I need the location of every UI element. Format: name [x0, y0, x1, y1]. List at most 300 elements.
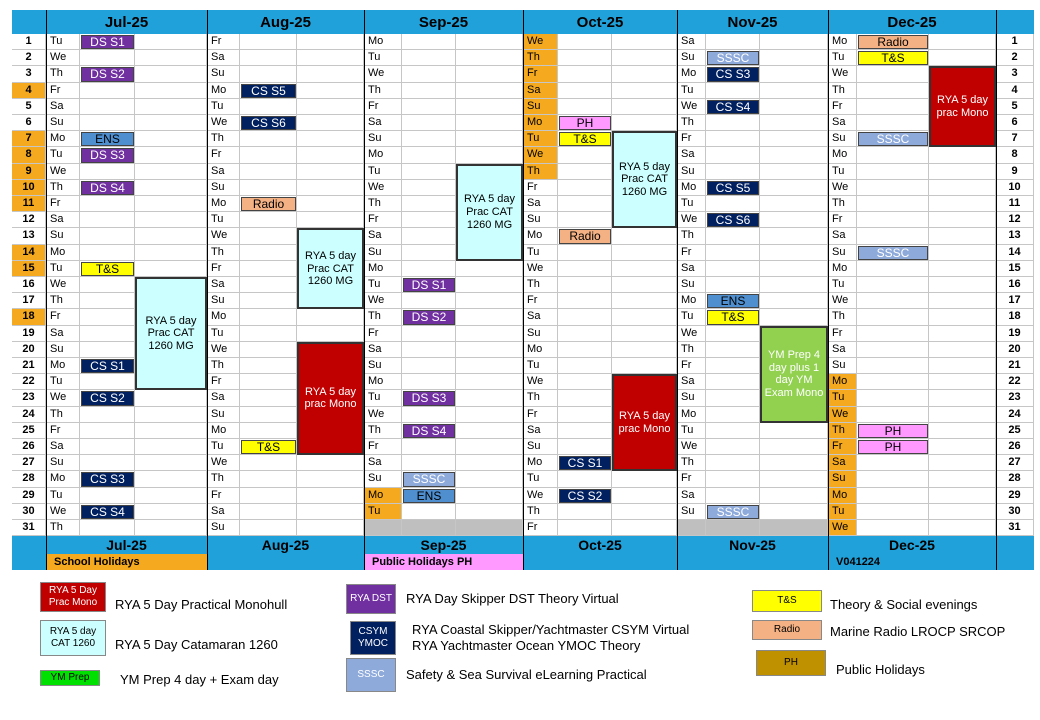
slot-cell[interactable]	[240, 277, 297, 293]
slot-cell[interactable]	[297, 180, 364, 196]
slot-cell[interactable]	[456, 439, 523, 455]
slot-cell[interactable]	[456, 261, 523, 277]
slot-cell[interactable]	[402, 196, 456, 212]
slot-cell[interactable]	[402, 293, 456, 309]
slot-cell[interactable]	[612, 488, 677, 504]
slot-cell[interactable]	[929, 50, 996, 66]
slot-cell[interactable]	[297, 309, 364, 325]
slot-cell[interactable]	[857, 115, 929, 131]
event-chip[interactable]: CS S5	[241, 84, 296, 98]
event-chip[interactable]: CS S5	[707, 181, 759, 195]
slot-cell[interactable]	[402, 326, 456, 342]
slot-cell[interactable]	[456, 277, 523, 293]
slot-cell[interactable]	[402, 455, 456, 471]
slot-cell[interactable]	[135, 212, 207, 228]
slot-cell[interactable]	[402, 34, 456, 50]
slot-cell[interactable]	[558, 147, 612, 163]
event-chip[interactable]: T&S	[81, 262, 134, 276]
slot-cell[interactable]	[706, 34, 760, 50]
slot-cell[interactable]	[297, 66, 364, 82]
slot-cell[interactable]	[857, 358, 929, 374]
slot-cell[interactable]	[558, 293, 612, 309]
slot-cell[interactable]	[402, 374, 456, 390]
event-chip[interactable]: DS S2	[403, 310, 455, 324]
slot-cell[interactable]	[929, 245, 996, 261]
slot-cell[interactable]	[760, 277, 828, 293]
slot-cell[interactable]	[240, 423, 297, 439]
course-block[interactable]: RYA 5 day Prac CAT 1260 MG	[612, 131, 677, 228]
slot-cell[interactable]	[760, 245, 828, 261]
slot-cell[interactable]	[135, 390, 207, 406]
slot-cell[interactable]	[612, 471, 677, 487]
slot-cell[interactable]	[760, 423, 828, 439]
slot-cell[interactable]	[135, 520, 207, 536]
slot-cell[interactable]	[80, 293, 135, 309]
slot-cell[interactable]	[558, 439, 612, 455]
slot-cell[interactable]	[402, 164, 456, 180]
slot-cell[interactable]	[80, 488, 135, 504]
slot-cell[interactable]	[706, 342, 760, 358]
slot-cell[interactable]	[135, 455, 207, 471]
slot-cell[interactable]	[558, 342, 612, 358]
slot-cell[interactable]	[558, 520, 612, 536]
slot-cell[interactable]	[80, 439, 135, 455]
slot-cell[interactable]	[706, 439, 760, 455]
slot-cell[interactable]	[857, 455, 929, 471]
slot-cell[interactable]	[135, 261, 207, 277]
slot-cell[interactable]	[297, 50, 364, 66]
slot-cell[interactable]	[929, 277, 996, 293]
slot-cell[interactable]	[297, 99, 364, 115]
slot-cell[interactable]	[240, 261, 297, 277]
slot-cell[interactable]	[857, 180, 929, 196]
course-block[interactable]: RYA 5 day Prac CAT 1260 MG	[135, 277, 207, 390]
slot-cell[interactable]	[760, 455, 828, 471]
slot-cell[interactable]	[558, 358, 612, 374]
slot-cell[interactable]	[857, 277, 929, 293]
slot-cell[interactable]	[706, 277, 760, 293]
slot-cell[interactable]	[558, 245, 612, 261]
slot-cell[interactable]	[612, 358, 677, 374]
event-chip[interactable]: PH	[559, 116, 611, 130]
slot-cell[interactable]	[80, 212, 135, 228]
slot-cell[interactable]	[135, 34, 207, 50]
slot-cell[interactable]	[456, 66, 523, 82]
slot-cell[interactable]	[80, 374, 135, 390]
event-chip[interactable]: CS S3	[81, 472, 134, 486]
slot-cell[interactable]	[857, 326, 929, 342]
slot-cell[interactable]	[929, 196, 996, 212]
slot-cell[interactable]	[456, 358, 523, 374]
slot-cell[interactable]	[929, 342, 996, 358]
slot-cell[interactable]	[558, 277, 612, 293]
slot-cell[interactable]	[297, 147, 364, 163]
slot-cell[interactable]	[857, 66, 929, 82]
slot-cell[interactable]	[929, 488, 996, 504]
slot-cell[interactable]	[558, 180, 612, 196]
slot-cell[interactable]	[80, 245, 135, 261]
slot-cell[interactable]	[558, 212, 612, 228]
slot-cell[interactable]	[135, 83, 207, 99]
slot-cell[interactable]	[706, 196, 760, 212]
slot-cell[interactable]	[558, 423, 612, 439]
slot-cell[interactable]	[402, 407, 456, 423]
slot-cell[interactable]	[80, 99, 135, 115]
slot-cell[interactable]	[929, 212, 996, 228]
slot-cell[interactable]	[706, 423, 760, 439]
slot-cell[interactable]	[857, 261, 929, 277]
slot-cell[interactable]	[706, 520, 760, 536]
slot-cell[interactable]	[135, 50, 207, 66]
course-block[interactable]: RYA 5 day prac Mono	[297, 342, 364, 455]
slot-cell[interactable]	[402, 115, 456, 131]
slot-cell[interactable]	[456, 471, 523, 487]
slot-cell[interactable]	[402, 66, 456, 82]
slot-cell[interactable]	[135, 439, 207, 455]
event-chip[interactable]: Radio	[858, 35, 928, 49]
slot-cell[interactable]	[706, 471, 760, 487]
event-chip[interactable]: CS S3	[707, 67, 759, 81]
slot-cell[interactable]	[929, 293, 996, 309]
slot-cell[interactable]	[456, 342, 523, 358]
slot-cell[interactable]	[929, 471, 996, 487]
slot-cell[interactable]	[760, 520, 828, 536]
slot-cell[interactable]	[402, 83, 456, 99]
slot-cell[interactable]	[80, 164, 135, 180]
slot-cell[interactable]	[402, 147, 456, 163]
slot-cell[interactable]	[240, 245, 297, 261]
slot-cell[interactable]	[612, 83, 677, 99]
slot-cell[interactable]	[612, 309, 677, 325]
slot-cell[interactable]	[402, 520, 456, 536]
slot-cell[interactable]	[929, 180, 996, 196]
slot-cell[interactable]	[402, 212, 456, 228]
slot-cell[interactable]	[706, 131, 760, 147]
slot-cell[interactable]	[857, 504, 929, 520]
slot-cell[interactable]	[240, 164, 297, 180]
slot-cell[interactable]	[135, 115, 207, 131]
slot-cell[interactable]	[297, 131, 364, 147]
course-block[interactable]: RYA 5 day Prac CAT 1260 MG	[297, 228, 364, 309]
slot-cell[interactable]	[297, 471, 364, 487]
event-chip[interactable]: CS S1	[559, 456, 611, 470]
slot-cell[interactable]	[612, 261, 677, 277]
slot-cell[interactable]	[706, 245, 760, 261]
slot-cell[interactable]	[929, 358, 996, 374]
slot-cell[interactable]	[760, 83, 828, 99]
slot-cell[interactable]	[558, 83, 612, 99]
slot-cell[interactable]	[135, 471, 207, 487]
slot-cell[interactable]	[80, 342, 135, 358]
event-chip[interactable]: T&S	[858, 51, 928, 65]
slot-cell[interactable]	[80, 277, 135, 293]
slot-cell[interactable]	[240, 34, 297, 50]
event-chip[interactable]: Radio	[241, 197, 296, 211]
event-chip[interactable]: DS S3	[81, 148, 134, 162]
slot-cell[interactable]	[402, 261, 456, 277]
event-chip[interactable]: SSSC	[858, 246, 928, 260]
slot-cell[interactable]	[612, 245, 677, 261]
slot-cell[interactable]	[456, 374, 523, 390]
event-chip[interactable]: SSSC	[707, 51, 759, 65]
slot-cell[interactable]	[402, 180, 456, 196]
slot-cell[interactable]	[402, 439, 456, 455]
slot-cell[interactable]	[297, 83, 364, 99]
slot-cell[interactable]	[760, 115, 828, 131]
slot-cell[interactable]	[558, 99, 612, 115]
slot-cell[interactable]	[240, 390, 297, 406]
slot-cell[interactable]	[558, 196, 612, 212]
slot-cell[interactable]	[456, 504, 523, 520]
event-chip[interactable]: DS S1	[81, 35, 134, 49]
slot-cell[interactable]	[297, 455, 364, 471]
slot-cell[interactable]	[456, 115, 523, 131]
slot-cell[interactable]	[135, 164, 207, 180]
slot-cell[interactable]	[857, 471, 929, 487]
slot-cell[interactable]	[456, 423, 523, 439]
slot-cell[interactable]	[760, 212, 828, 228]
slot-cell[interactable]	[706, 261, 760, 277]
slot-cell[interactable]	[80, 455, 135, 471]
slot-cell[interactable]	[240, 293, 297, 309]
slot-cell[interactable]	[456, 147, 523, 163]
slot-cell[interactable]	[929, 147, 996, 163]
slot-cell[interactable]	[929, 261, 996, 277]
slot-cell[interactable]	[929, 504, 996, 520]
slot-cell[interactable]	[456, 131, 523, 147]
slot-cell[interactable]	[857, 293, 929, 309]
event-chip[interactable]: T&S	[707, 310, 759, 324]
event-chip[interactable]: CS S2	[559, 489, 611, 503]
slot-cell[interactable]	[760, 131, 828, 147]
slot-cell[interactable]	[706, 358, 760, 374]
event-chip[interactable]: DS S4	[403, 424, 455, 438]
slot-cell[interactable]	[760, 66, 828, 82]
event-chip[interactable]: CS S4	[707, 100, 759, 114]
slot-cell[interactable]	[857, 196, 929, 212]
slot-cell[interactable]	[857, 99, 929, 115]
slot-cell[interactable]	[135, 66, 207, 82]
slot-cell[interactable]	[760, 293, 828, 309]
slot-cell[interactable]	[135, 147, 207, 163]
slot-cell[interactable]	[456, 83, 523, 99]
slot-cell[interactable]	[857, 212, 929, 228]
slot-cell[interactable]	[240, 66, 297, 82]
event-chip[interactable]: DS S2	[81, 67, 134, 81]
slot-cell[interactable]	[612, 293, 677, 309]
event-chip[interactable]: T&S	[241, 440, 296, 454]
slot-cell[interactable]	[80, 50, 135, 66]
slot-cell[interactable]	[80, 326, 135, 342]
event-chip[interactable]: DS S1	[403, 278, 455, 292]
slot-cell[interactable]	[706, 488, 760, 504]
slot-cell[interactable]	[297, 164, 364, 180]
event-chip[interactable]: DS S3	[403, 391, 455, 405]
slot-cell[interactable]	[135, 228, 207, 244]
slot-cell[interactable]	[760, 50, 828, 66]
slot-cell[interactable]	[456, 488, 523, 504]
slot-cell[interactable]	[135, 196, 207, 212]
course-block[interactable]: RYA 5 day prac Mono	[612, 374, 677, 471]
slot-cell[interactable]	[240, 504, 297, 520]
slot-cell[interactable]	[558, 374, 612, 390]
event-chip[interactable]: PH	[858, 424, 928, 438]
slot-cell[interactable]	[558, 309, 612, 325]
slot-cell[interactable]	[240, 228, 297, 244]
slot-cell[interactable]	[80, 196, 135, 212]
slot-cell[interactable]	[760, 488, 828, 504]
slot-cell[interactable]	[558, 34, 612, 50]
slot-cell[interactable]	[297, 326, 364, 342]
slot-cell[interactable]	[612, 504, 677, 520]
slot-cell[interactable]	[706, 164, 760, 180]
slot-cell[interactable]	[929, 439, 996, 455]
slot-cell[interactable]	[240, 455, 297, 471]
slot-cell[interactable]	[760, 99, 828, 115]
slot-cell[interactable]	[240, 374, 297, 390]
event-chip[interactable]: PH	[858, 440, 928, 454]
slot-cell[interactable]	[612, 50, 677, 66]
slot-cell[interactable]	[80, 115, 135, 131]
slot-cell[interactable]	[456, 34, 523, 50]
slot-cell[interactable]	[402, 342, 456, 358]
slot-cell[interactable]	[240, 50, 297, 66]
slot-cell[interactable]	[706, 115, 760, 131]
slot-cell[interactable]	[135, 131, 207, 147]
slot-cell[interactable]	[240, 147, 297, 163]
slot-cell[interactable]	[558, 471, 612, 487]
slot-cell[interactable]	[456, 293, 523, 309]
slot-cell[interactable]	[706, 374, 760, 390]
slot-cell[interactable]	[135, 504, 207, 520]
slot-cell[interactable]	[857, 164, 929, 180]
event-chip[interactable]: ENS	[403, 489, 455, 503]
slot-cell[interactable]	[240, 99, 297, 115]
slot-cell[interactable]	[456, 407, 523, 423]
slot-cell[interactable]	[402, 50, 456, 66]
slot-cell[interactable]	[706, 83, 760, 99]
slot-cell[interactable]	[297, 196, 364, 212]
slot-cell[interactable]	[929, 423, 996, 439]
slot-cell[interactable]	[456, 455, 523, 471]
slot-cell[interactable]	[706, 455, 760, 471]
slot-cell[interactable]	[402, 131, 456, 147]
slot-cell[interactable]	[929, 520, 996, 536]
slot-cell[interactable]	[80, 520, 135, 536]
event-chip[interactable]: CS S4	[81, 505, 134, 519]
slot-cell[interactable]	[760, 147, 828, 163]
slot-cell[interactable]	[706, 390, 760, 406]
slot-cell[interactable]	[402, 228, 456, 244]
slot-cell[interactable]	[760, 309, 828, 325]
slot-cell[interactable]	[240, 180, 297, 196]
slot-cell[interactable]	[612, 326, 677, 342]
slot-cell[interactable]	[240, 131, 297, 147]
course-block[interactable]: RYA 5 day Prac CAT 1260 MG	[456, 164, 523, 261]
slot-cell[interactable]	[80, 407, 135, 423]
slot-cell[interactable]	[929, 34, 996, 50]
slot-cell[interactable]	[240, 342, 297, 358]
slot-cell[interactable]	[456, 326, 523, 342]
slot-cell[interactable]	[558, 261, 612, 277]
slot-cell[interactable]	[558, 326, 612, 342]
slot-cell[interactable]	[135, 180, 207, 196]
slot-cell[interactable]	[80, 83, 135, 99]
slot-cell[interactable]	[240, 309, 297, 325]
slot-cell[interactable]	[558, 50, 612, 66]
slot-cell[interactable]	[240, 326, 297, 342]
event-chip[interactable]: CS S6	[707, 213, 759, 227]
slot-cell[interactable]	[456, 520, 523, 536]
slot-cell[interactable]	[612, 99, 677, 115]
slot-cell[interactable]	[612, 520, 677, 536]
slot-cell[interactable]	[135, 407, 207, 423]
slot-cell[interactable]	[929, 455, 996, 471]
slot-cell[interactable]	[612, 342, 677, 358]
slot-cell[interactable]	[402, 245, 456, 261]
slot-cell[interactable]	[760, 439, 828, 455]
slot-cell[interactable]	[80, 423, 135, 439]
slot-cell[interactable]	[857, 147, 929, 163]
slot-cell[interactable]	[857, 342, 929, 358]
event-chip[interactable]: ENS	[707, 294, 759, 308]
slot-cell[interactable]	[456, 99, 523, 115]
slot-cell[interactable]	[857, 309, 929, 325]
slot-cell[interactable]	[760, 471, 828, 487]
event-chip[interactable]: CS S6	[241, 116, 296, 130]
slot-cell[interactable]	[297, 34, 364, 50]
slot-cell[interactable]	[456, 390, 523, 406]
slot-cell[interactable]	[760, 261, 828, 277]
slot-cell[interactable]	[240, 407, 297, 423]
slot-cell[interactable]	[297, 212, 364, 228]
slot-cell[interactable]	[240, 212, 297, 228]
slot-cell[interactable]	[240, 520, 297, 536]
slot-cell[interactable]	[760, 180, 828, 196]
slot-cell[interactable]	[612, 34, 677, 50]
slot-cell[interactable]	[857, 488, 929, 504]
slot-cell[interactable]	[760, 164, 828, 180]
event-chip[interactable]: SSSC	[858, 132, 928, 146]
slot-cell[interactable]	[929, 390, 996, 406]
slot-cell[interactable]	[857, 374, 929, 390]
course-block[interactable]: YM Prep 4 day plus 1 day YM Exam Mono	[760, 326, 828, 423]
slot-cell[interactable]	[929, 228, 996, 244]
slot-cell[interactable]	[135, 488, 207, 504]
slot-cell[interactable]	[706, 228, 760, 244]
event-chip[interactable]: Radio	[559, 229, 611, 243]
slot-cell[interactable]	[297, 115, 364, 131]
slot-cell[interactable]	[929, 407, 996, 423]
event-chip[interactable]: CS S2	[81, 391, 134, 405]
slot-cell[interactable]	[929, 374, 996, 390]
slot-cell[interactable]	[80, 228, 135, 244]
slot-cell[interactable]	[929, 309, 996, 325]
event-chip[interactable]: SSSC	[707, 505, 759, 519]
slot-cell[interactable]	[297, 488, 364, 504]
slot-cell[interactable]	[80, 309, 135, 325]
slot-cell[interactable]	[135, 99, 207, 115]
slot-cell[interactable]	[135, 245, 207, 261]
slot-cell[interactable]	[558, 407, 612, 423]
slot-cell[interactable]	[456, 50, 523, 66]
event-chip[interactable]: T&S	[559, 132, 611, 146]
slot-cell[interactable]	[857, 228, 929, 244]
event-chip[interactable]: DS S4	[81, 181, 134, 195]
slot-cell[interactable]	[612, 115, 677, 131]
slot-cell[interactable]	[760, 504, 828, 520]
slot-cell[interactable]	[240, 488, 297, 504]
